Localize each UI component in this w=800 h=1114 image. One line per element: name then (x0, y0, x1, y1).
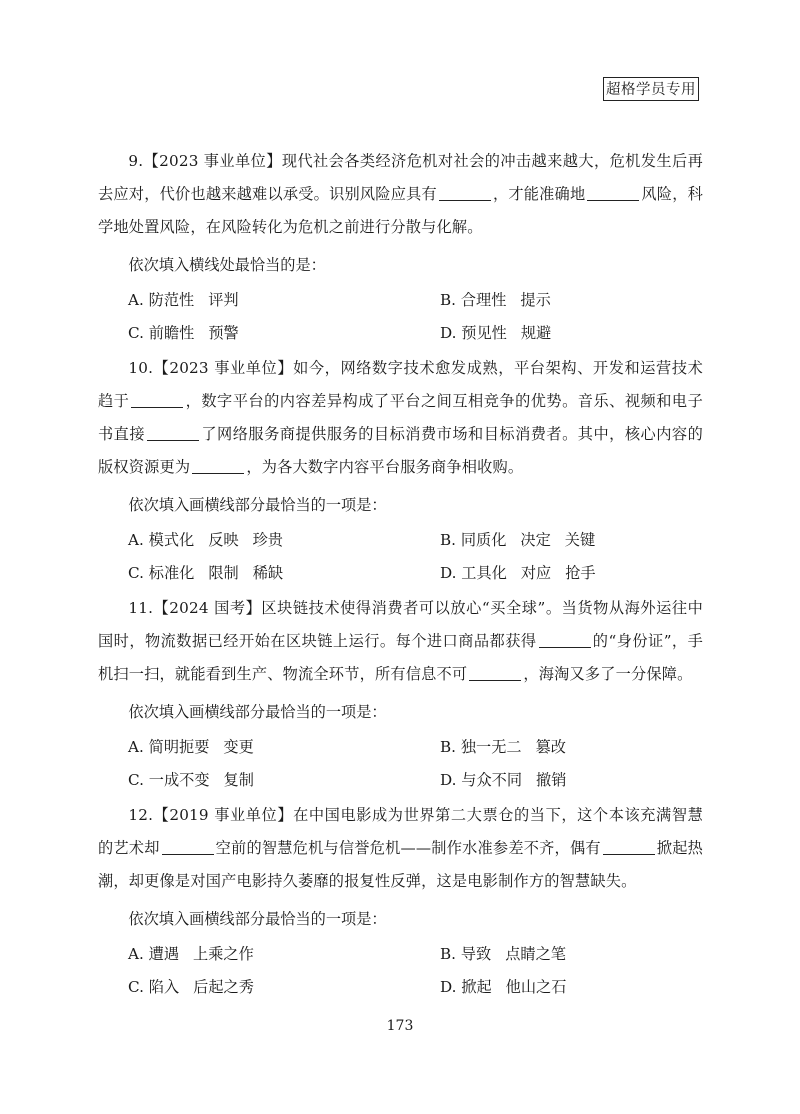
stem-text: 了网络服务商提供服务的目标消费市场和目标消费者。其中，核心内容的版权资源更为 (98, 425, 703, 476)
question-source: 【2023 事业单位】 (153, 359, 294, 377)
option-word: 反映 (208, 531, 239, 549)
option-word: 评判 (208, 291, 239, 309)
question-11 (98, 592, 703, 797)
option-word: 简明扼要 (148, 738, 210, 756)
option-word: 陷入 (148, 978, 180, 996)
stem-text: 如今，网络数字技术愈发成熟，平台架构、开发和运营技术趋于 (98, 359, 703, 410)
option-word: 提示 (520, 291, 551, 309)
stem-text: 空前的智慧危机与信誉危机——制作水准参差不齐，偶有 (215, 839, 601, 857)
option-word: 变更 (223, 738, 254, 756)
option-word: 稀缺 (252, 564, 284, 582)
option-letter: C. (128, 324, 144, 342)
question-12 (98, 799, 703, 1004)
option-letter: B. (440, 531, 456, 549)
option-word: 掀起 (461, 978, 492, 996)
option-word: 规避 (520, 324, 552, 342)
option-word: 对应 (520, 564, 552, 582)
option-word: 预见性 (461, 324, 507, 342)
options-grid (98, 938, 703, 1004)
fill-blank (439, 185, 491, 201)
stem-text: 掀起热潮，却更像是对国产电影持久萎靡的报复性反弹，这是电影制作方的智慧缺失。 (98, 839, 703, 890)
options-grid (98, 524, 703, 590)
option-word: 与众不同 (461, 771, 523, 789)
fill-blank (131, 392, 183, 408)
exclusive-badge: 超格学员专用 (603, 77, 699, 101)
option-letter: A. (128, 738, 144, 756)
question-list (98, 145, 703, 1004)
stem-text: ，数字平台的内容差异构成了平台之间互相竞争的优势。音乐、视频和电子书直接 (98, 392, 703, 443)
option-word: 珍贵 (252, 531, 283, 549)
option-c[interactable] (128, 764, 440, 797)
option-word: 篡改 (535, 738, 566, 756)
option-word: 独一无二 (460, 738, 522, 756)
option-b[interactable] (440, 938, 703, 971)
option-word: 导致 (460, 945, 492, 963)
question-prompt: 依次填入画横线部分最恰当的一项是： (128, 910, 387, 928)
question-10 (98, 352, 703, 590)
option-letter: D. (440, 771, 457, 789)
option-word: 标准化 (148, 564, 195, 582)
stem-text: ，为各大数字内容平台服务商争相收购。 (246, 458, 524, 476)
fill-blank (469, 665, 521, 681)
option-c[interactable] (128, 557, 440, 590)
option-letter: C. (128, 978, 144, 996)
stem-text: ，才能准确地 (492, 185, 586, 203)
question-source: 【2024 国考】 (153, 599, 262, 617)
option-letter: B. (440, 738, 456, 756)
stem-text: 区块链技术使得消费者可以放心“买全球”。当货物从海外运往中国时，物流数据已经开始在区块链上运行。每个进口商品都获得 (98, 599, 703, 650)
question-stem (98, 592, 703, 691)
options-grid (98, 284, 703, 350)
option-d[interactable] (440, 764, 703, 797)
option-letter: A. (128, 291, 144, 309)
option-word: 点睛之笔 (505, 945, 566, 963)
option-b[interactable] (440, 524, 703, 557)
fill-blank (162, 839, 214, 855)
option-d[interactable] (440, 317, 703, 350)
option-word: 前瞻性 (148, 324, 195, 342)
fill-blank (192, 458, 244, 474)
question-number: 11. (128, 599, 154, 617)
option-letter: C. (128, 771, 144, 789)
option-letter: B. (440, 291, 456, 309)
option-word: 撤销 (536, 771, 567, 789)
option-letter: A. (128, 945, 144, 963)
option-word: 防范性 (148, 291, 195, 309)
question-prompt: 依次填入画横线部分最恰当的一项是： (128, 703, 387, 721)
option-word: 关键 (564, 531, 596, 549)
option-word: 抢手 (565, 564, 596, 582)
option-d[interactable] (440, 971, 703, 1004)
option-c[interactable] (128, 971, 440, 1004)
option-a[interactable] (128, 938, 440, 971)
option-b[interactable] (440, 284, 703, 317)
option-letter: D. (440, 564, 457, 582)
fill-blank (603, 839, 655, 855)
question-stem (98, 352, 703, 484)
option-letter: C. (128, 564, 144, 582)
question-stem (98, 145, 703, 244)
option-word: 复制 (223, 771, 254, 789)
option-letter: B. (440, 945, 456, 963)
stem-text: 在中国电影成为世界第二大票仓的当下，这个本该充满智慧的艺术却 (98, 806, 703, 857)
options-grid (98, 731, 703, 797)
option-a[interactable] (128, 524, 440, 557)
question-source: 【2019 事业单位】 (153, 806, 294, 824)
option-word: 一成不变 (148, 771, 210, 789)
option-letter: A. (128, 531, 144, 549)
question-number: 9. (128, 152, 144, 170)
stem-text: 的“身份证”，手机扫一扫，就能看到生产、物流全环节，所有信息不可 (98, 632, 703, 683)
option-word: 合理性 (460, 291, 507, 309)
option-c[interactable] (128, 317, 440, 350)
question-number: 12. (128, 806, 154, 824)
question-number: 10. (128, 359, 154, 377)
stem-text: 风险，科学地处置风险，在风险转化为危机之前进行分散与化解。 (98, 185, 703, 236)
option-word: 上乘之作 (193, 945, 254, 963)
option-word: 后起之秀 (193, 978, 254, 996)
option-word: 他山之石 (505, 978, 567, 996)
stem-text: 现代社会各类经济危机对社会的冲击越来越大，危机发生后再去应对，代价也越来越难以承受。识别风险应具有 (98, 152, 703, 203)
option-a[interactable] (128, 731, 440, 764)
fill-blank (147, 425, 199, 441)
option-a[interactable] (128, 284, 440, 317)
option-word: 遭遇 (148, 945, 179, 963)
question-prompt: 依次填入横线处最恰当的是： (128, 256, 326, 274)
option-d[interactable] (440, 557, 703, 590)
question-9 (98, 145, 703, 350)
option-word: 限制 (208, 564, 239, 582)
question-stem (98, 799, 703, 898)
fill-blank (539, 632, 591, 648)
option-word: 决定 (520, 531, 551, 549)
option-letter: D. (440, 324, 457, 342)
stem-text: ，海淘又多了一分保障。 (523, 665, 693, 683)
question-prompt: 依次填入画横线部分最恰当的一项是： (128, 496, 387, 514)
option-word: 模式化 (148, 531, 195, 549)
page-number: 173 (386, 1018, 414, 1034)
option-word: 工具化 (461, 564, 507, 582)
question-source: 【2023 事业单位】 (143, 152, 282, 170)
option-letter: D. (440, 978, 457, 996)
option-word: 同质化 (460, 531, 507, 549)
option-word: 预警 (208, 324, 239, 342)
option-b[interactable] (440, 731, 703, 764)
fill-blank (587, 185, 639, 201)
